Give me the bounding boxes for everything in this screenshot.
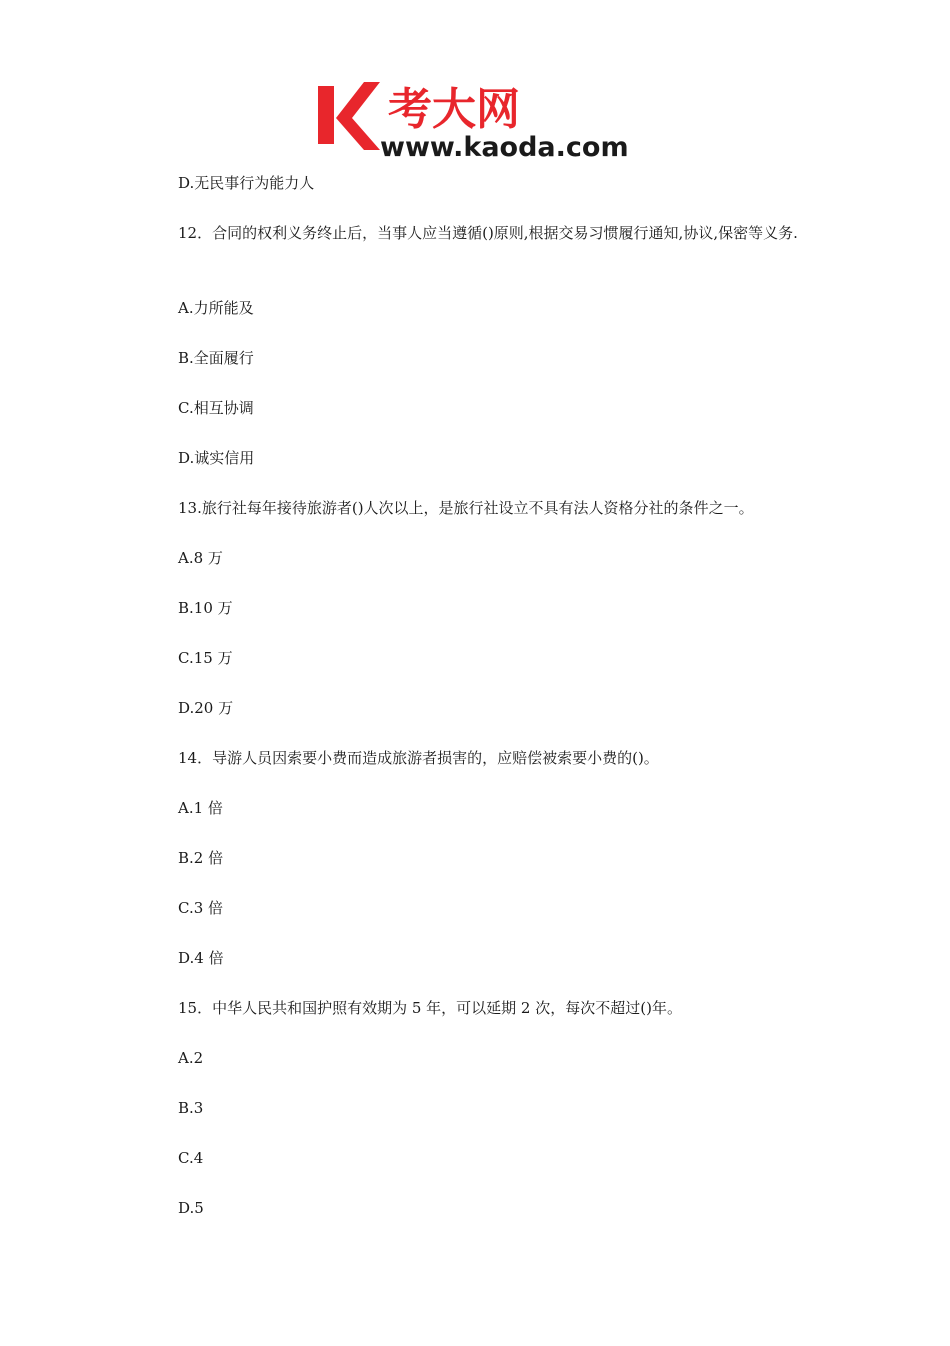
option-text: A.1 倍 — [178, 799, 223, 817]
option-text: C.相互协调 — [178, 399, 254, 417]
option-text: A.力所能及 — [178, 299, 254, 317]
question-13: 13.旅行社每年接待旅游者()人次以上，是旅行社设立不具有法人资格分社的条件之一。 — [178, 499, 754, 517]
option-text: A.8 万 — [178, 549, 223, 567]
question-14: 14．导游人员因索要小费而造成旅游者损害的，应赔偿被索要小费的()。 — [178, 749, 659, 767]
option-text: D.无民事行为能力人 — [178, 174, 315, 192]
option-text: A.2 — [178, 1049, 204, 1067]
option-text: C.3 倍 — [178, 899, 224, 917]
question-12: 12．合同的权利义务终止后，当事人应当遵循()原则,根据交易习惯履行通知,协议,保密等义务. — [178, 224, 798, 242]
kaoda-logo — [318, 78, 640, 162]
option-text: D.20 万 — [178, 699, 234, 717]
logo-brand-cn: 考大网 — [388, 84, 520, 135]
option-text: B.全面履行 — [178, 349, 254, 367]
option-text: B.10 万 — [178, 599, 233, 617]
logo-k-stem — [318, 86, 334, 144]
logo-brand-url: www.kaoda.com — [380, 132, 629, 162]
option-text: B.3 — [178, 1099, 204, 1117]
kaoda-logo-graphic — [318, 78, 640, 162]
logo-k-arms — [336, 82, 380, 150]
option-text: D.诚实信用 — [178, 449, 255, 467]
option-text: D.5 — [178, 1199, 204, 1217]
option-text: C.15 万 — [178, 649, 233, 667]
option-text: B.2 倍 — [178, 849, 224, 867]
option-text: D.4 倍 — [178, 949, 224, 967]
option-text: C.4 — [178, 1149, 204, 1167]
question-15: 15．中华人民共和国护照有效期为 5 年，可以延期 2 次，每次不超过()年。 — [178, 999, 682, 1017]
